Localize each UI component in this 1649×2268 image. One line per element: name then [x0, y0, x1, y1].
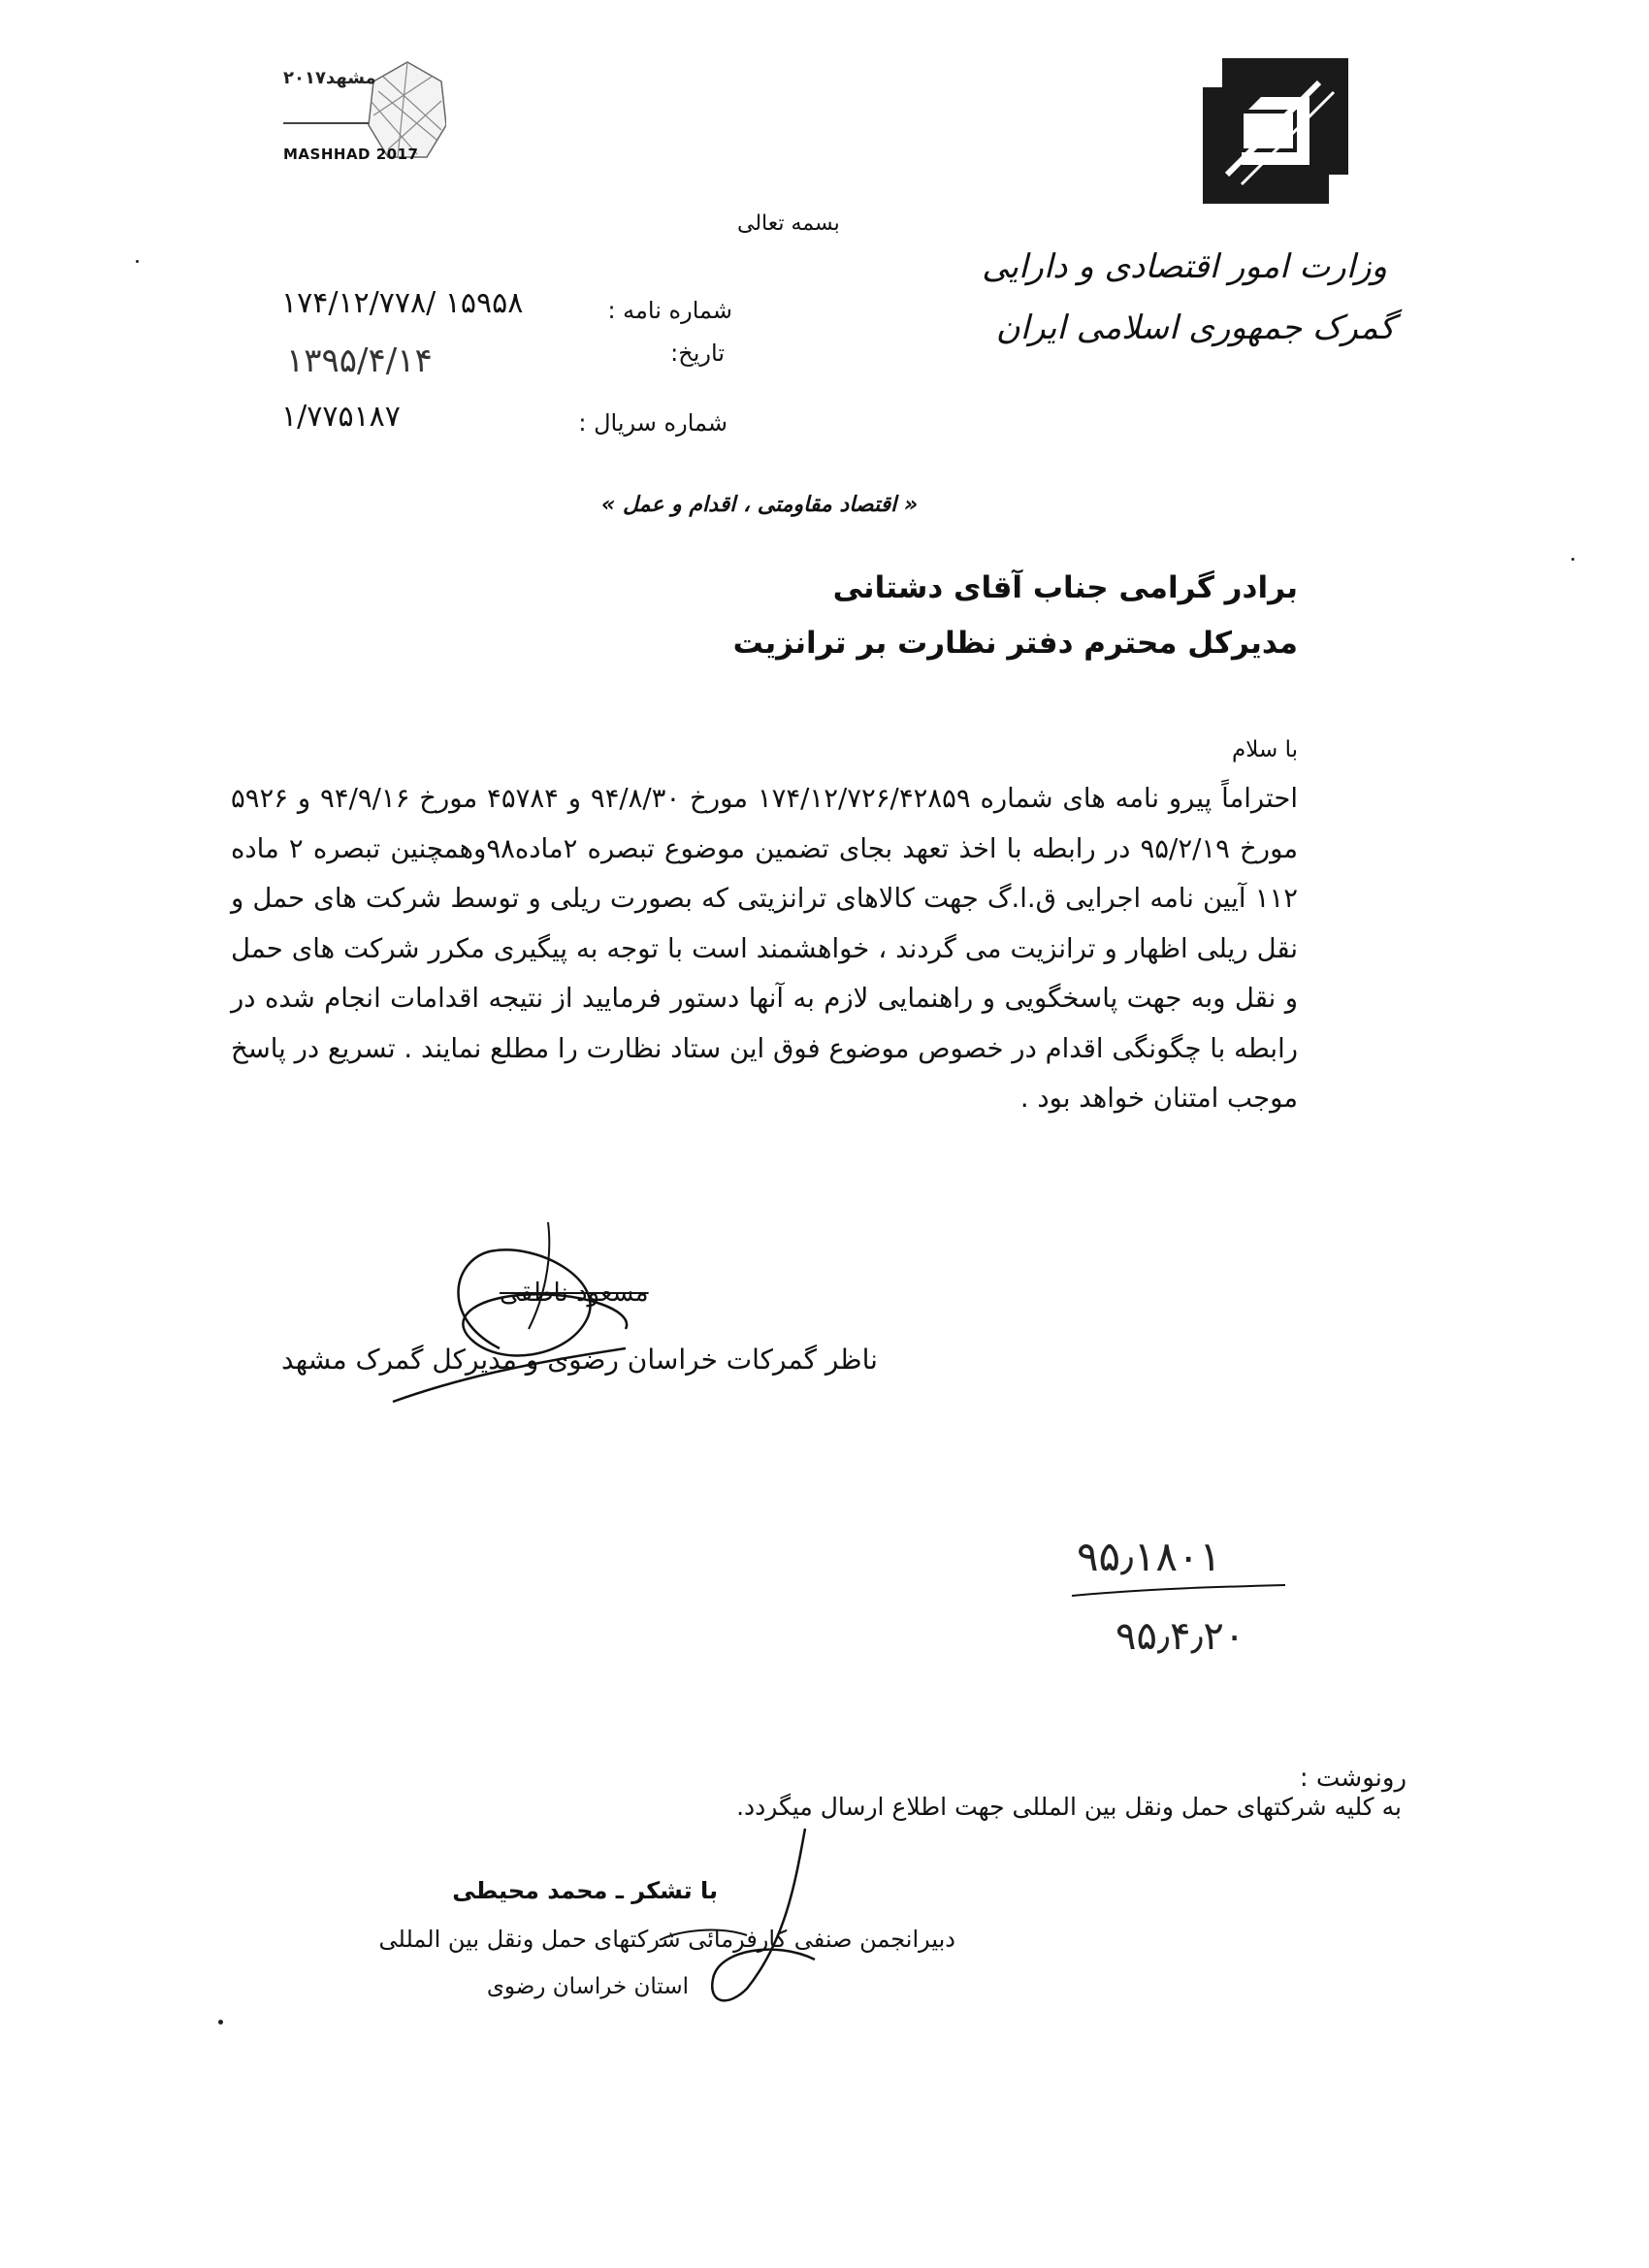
date-value: ۱۳۹۵/۴/۱۴ [286, 341, 433, 380]
mashhad-logo-text: مشهد۲۰۱۷ [283, 68, 376, 88]
scan-speck [218, 2020, 223, 2025]
letter-body: احتراماً پیرو نامه های شماره ۱۷۴/۱۲/۷۲۶/۴۲۸۵۹ مورخ ۹۴/۸/۳۰ و ۴۵۷۸۴ مورخ ۹۴/۹/۱۶ و ۵۹۲۶ مورخ ۹۵/۲/۱۹ در رابطه با اخذ تعهد بجای تضمین موضوع تبصره ۲ماده۹۸وهمچنین تبصره ۲ ماده ۱۱۲ آیین نامه اجرایی ق.ا.گ جهت کالاهای ترانزیتی که بصورت ریلی و توسط شرکت های حمل و نقل ریلی اظهار و ترانزیت می گردند ، خواهشمند است با توجه به پیگیری مکرر شرکت های حمل و نقل وبه جهت پاسخگویی و راهنمایی لازم به آنها دستور فرمایید از نتیجه اقدامات انجام شده در رابطه با چگونگی اقدام در خصوص موضوع فوق این ستاد نظارت را مطلع نمایند . تسریع در پاسخ موجب امتنان خواهد بود . [231, 783, 1299, 1114]
handwritten-underline [1067, 1581, 1290, 1601]
cc-thanks: با تشکر ـ محمد محیطی [452, 1877, 718, 1904]
recipient-name: برادر گرامی جناب آقای دشتانی [832, 570, 1298, 605]
cc-item: به کلیه شرکتهای حمل ونقل بین المللی جهت اطلاع ارسال میگردد. [736, 1793, 1402, 1821]
handwritten-ref-date: ۹۵٫۴٫۲۰ [1116, 1614, 1245, 1659]
cc-label: رونوشت : [1299, 1764, 1406, 1793]
scan-speck [1571, 558, 1574, 561]
ministry-name: وزارت امور اقتصادی و دارایی [982, 247, 1387, 286]
mashhad-logo-year: MASHHAD 2017 [283, 146, 419, 163]
handwritten-ref-number: ۹۵٫۱۸۰۱ [1077, 1533, 1221, 1580]
cc-sender-title: دبیرانجمن صنفی کارفرمائی شرکتهای حمل ونقل بین المللی [378, 1926, 955, 1953]
serial-label: شماره سریال : [578, 409, 728, 437]
customs-logo [1203, 58, 1348, 204]
date-label: تاریخ: [670, 340, 725, 367]
recipient-title: مدیرکل محترم دفتر نظارت بر ترانزیت [732, 626, 1298, 661]
greeting: با سلام [1232, 737, 1298, 762]
slogan: « اقتصاد مقاومتی ، اقدام و عمل » [601, 493, 919, 517]
scan-speck [136, 260, 139, 263]
signature-scribble [383, 1203, 703, 1416]
customs-name: گمرک جمهوری اسلامی ایران [995, 308, 1395, 347]
serial-value: ۱/۷۷۵۱۸۷ [281, 400, 401, 434]
letter-number-value: ۱۷۴/۱۲/۷۷۸/ ۱۵۹۵۸ [281, 286, 524, 320]
second-signature-scribble [621, 1824, 834, 2018]
cc-sender-region: استان خراسان رضوی [486, 1974, 689, 1999]
signatory-name: مسعود ناطقی [500, 1279, 649, 1308]
signatory-title: ناظر گمرکات خراسان رضوی و مدیرکل گمرک مشهد [281, 1344, 878, 1376]
basmala: بسمه تعالی [737, 211, 840, 236]
letter-number-label: شماره نامه : [607, 297, 732, 324]
